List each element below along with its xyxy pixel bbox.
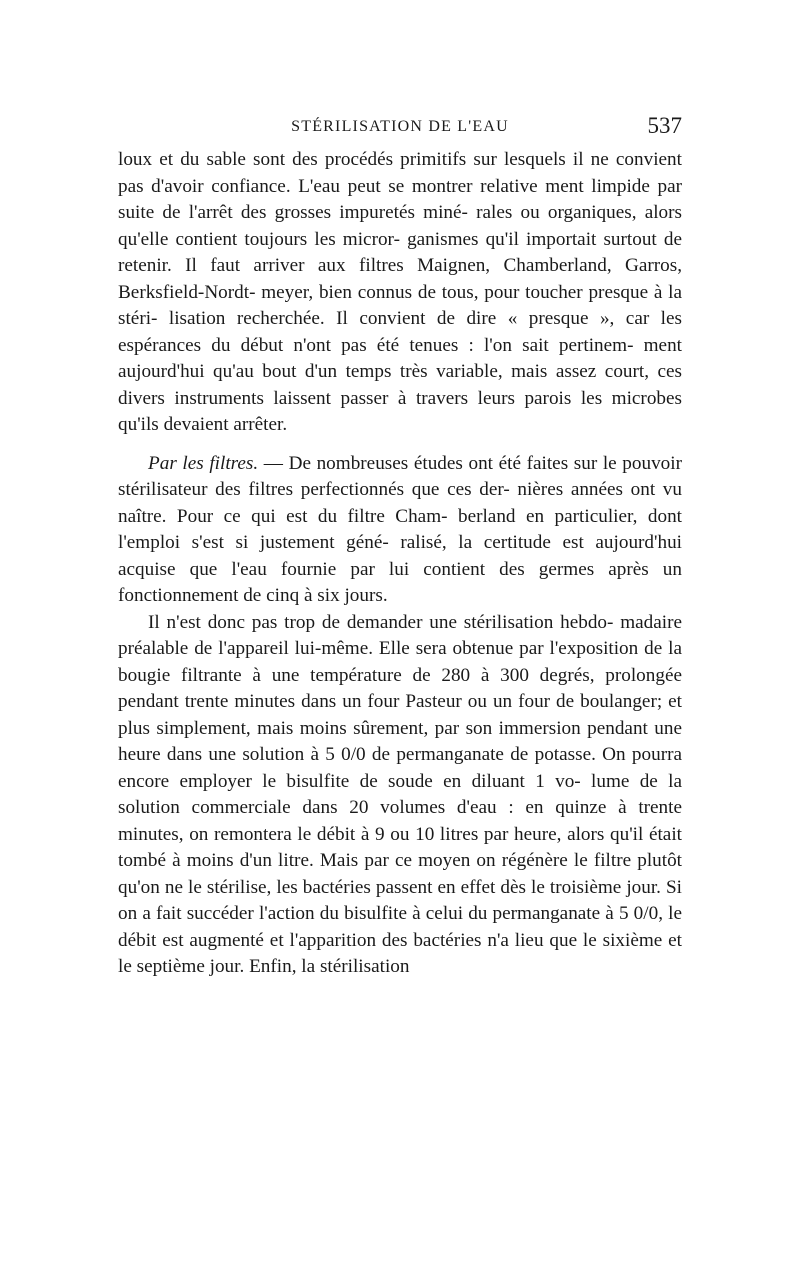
running-head <box>118 113 682 146</box>
paragraph-text: — De nombreuses études ont été faites sur le pouvoir stérilisateur des filtres perfectionnés que ces der- nières années ont vu naître. Pour ce qui est du filtre Cham- berland en particulier, dont l'emploi s'est si justement géné- ralisé, la certitude est aujourd'hui acquise que l'eau fournie par lui contient des germes après un fonctionnement de cinq à six jours. <box>118 452 682 606</box>
paragraph-filters <box>118 451 682 610</box>
body-text <box>118 147 682 981</box>
page-number: 537 <box>647 113 682 138</box>
paragraph-sterilisation <box>118 610 682 981</box>
section-heading: Par les filtres. <box>148 452 259 474</box>
running-title: STÉRILISATION DE L'EAU <box>291 118 509 135</box>
paragraph-text: loux et du sable sont des procédés primitifs sur lesquels il ne convient pas d'avoir confiance. L'eau peut se montrer relative ment limpide par suite de l'arrêt des grosses impuretés miné- rales ou organiques, alors qu'elle contient toujours les micror- ganismes qu'il importait surtout de retenir. Il faut arriver aux filtres Maignen, Chamberland, Garros, Berksfield-Nordt- meyer, bien connus de tous, pour toucher presque à la stéri- lisation recherchée. Il convient de dire « presque », car les espérances du début n'ont pas été tenues : l'on sait pertinem- ment aujourd'hui qu'au bout d'un temps très variable, mais assez court, ces divers instruments laissent passer à travers leurs parois les microbes qu'ils devaient arrêter. <box>118 149 682 435</box>
paragraph-continuation <box>118 147 682 439</box>
paragraph-text: Il n'est donc pas trop de demander une stérilisation hebdo- madaire préalable de l'appareil lui-même. Elle sera obtenue par l'exposition de la bougie filtrante à une température de 280 à 300 degrés, prolongée pendant trente minutes dans un four Pasteur ou un four de boulanger; et plus simplement, mais moins sûrement, par son immersion pendant une heure dans une solution à 5 0/0 de permanganate de potasse. On pourra encore employer le bisulfite de soude en diluant 1 vo- lume de la solution commerciale dans 20 volumes d'eau : en quinze à trente minutes, on remontera le débit à 9 ou 10 litres par heure, alors qu'il était tombé à moins d'un litre. Mais par ce moyen on régénère le filtre plutôt qu'on ne le stérilise, les bactéries passent en effet dès le troisième jour. Si on a fait succéder l'action du bisulfite à celui du permanganate à 5 0/0, le débit est augmenté et l'apparition des bactéries n'a lieu que le sixième et le septième jour. Enfin, la stérilisation <box>118 611 682 977</box>
